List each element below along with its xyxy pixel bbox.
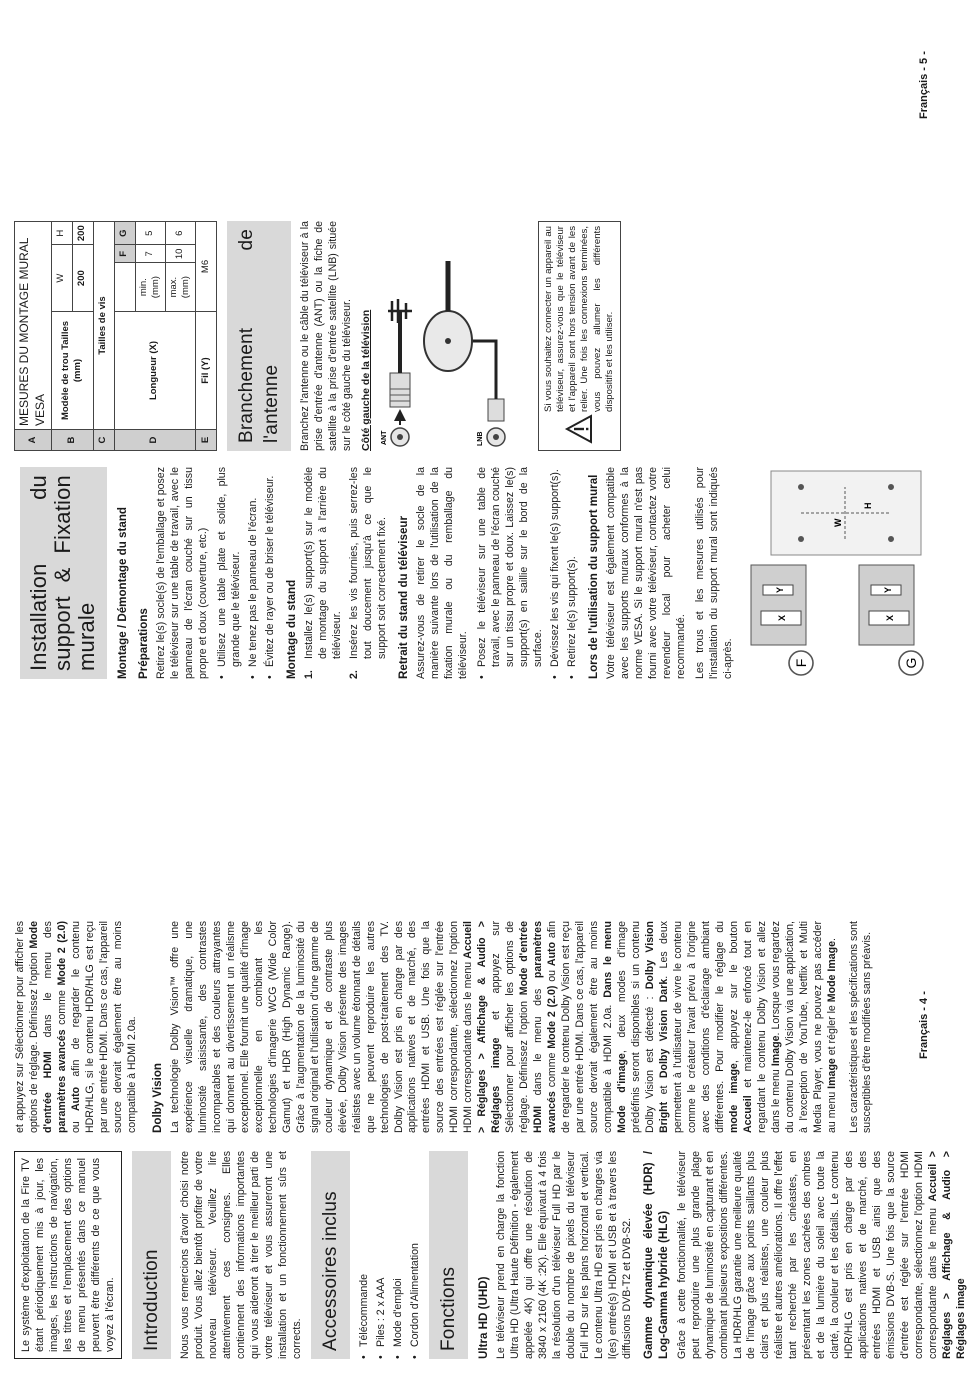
vesa-table [14, 221, 217, 451]
lnb-label: LNB [476, 431, 484, 446]
hole-pattern-h-header: H [51, 222, 72, 245]
uhd-heading: Ultra HD (UHD) [477, 1276, 491, 1359]
dolby-vision-heading: Dolby Vision [150, 1062, 164, 1133]
vesa-table-title: MESURES DU MONTAGE MURAL VESA [15, 222, 52, 430]
hole-pattern-h-value: 200 [72, 222, 93, 245]
length-min-f: 7 [135, 245, 165, 263]
vesa-table-row [195, 222, 216, 451]
lnb-socket-pin [493, 434, 499, 440]
lnb-cable [470, 341, 496, 399]
figure-f-panel [751, 565, 806, 645]
preparations-text: Retirez le(s) socle(s) de l'emballage et posez le téléviseur sur une table de travail, avec le panneau de l'écran couché sur un tissu propre et doux (couverture, etc.) [155, 467, 210, 679]
figure-g-label: G [902, 657, 919, 669]
mount-hole [888, 536, 894, 542]
stand-step: 2. Insérez les vis fournies, puis serrez-les tout doucement jusqu'à ce que le support soit correctement fixé. [348, 467, 389, 679]
stand-mount-heading: Montage du stand [284, 579, 298, 679]
stand-step: 1. Installez le(s) support(s) sur le modèle de montage du support à l'arrière du téléviseur. [303, 467, 344, 679]
column-g-header: G [114, 222, 135, 245]
figure-f-label: F [792, 658, 809, 668]
row-letter: D [114, 430, 195, 451]
lnb-plug-icon [488, 399, 504, 421]
features-heading: Fonctions [429, 1151, 468, 1359]
mount-heading: Montage / Démontage du stand [115, 507, 129, 679]
hdr-menu-path: Accueil > Réglages > Affichage & Audio > Réglages image [927, 1151, 967, 1359]
wall-mount-diagram [741, 467, 941, 679]
thread-value: M6 [195, 222, 216, 312]
page5-column-2 [14, 221, 890, 451]
ant-socket-pin [397, 434, 403, 440]
accessory-item: • Cordon d'Alimentation [409, 1151, 423, 1359]
length-min-label: min. (mm) [135, 263, 165, 312]
screw-size-label: Tailles de vis [93, 222, 114, 430]
hdr-text: Grâce à cette fonctionnalité, le téléviseur peut reproduire une plus grande plage dynamique de luminosité en capturant et en combinant plusieurs expositions différentes. La HDR/HLG garantie une meilleure qualité de l'image grâce aux points saillants plus clairs et plus réalistes, une couleur plus réaliste et autres améliorations. Il offre l'effet tant recherché par les cinéastes, en présentant les zones cachées des ombres et de la lumière du soleil avec toute la clarté, la couleur et les détails. Le contenu HDR/HLG est pris en charge par des applications natives et de marché, des entrées HDMI et USB ainsi que des émissions DVB-S. Une fois que la source d'entrée est réglée sur l'entrée HDMI correspondante, sélectionnez l'option HDMI correspondante dans le menu Accueil > Réglages > Affichage & Audio > Réglages image [675, 1151, 967, 1359]
vesa-table-title-row [15, 222, 52, 451]
os-update-note: Le système d'exploitation de la Fire TV étant périodiquement mis à jour, les images, les instructions de navigation, les titres et l'emplacement des options de menu présentés dans ce manuel peuvent être différents de ce que vous voyez à l'écran. [14, 1151, 122, 1359]
dimension-w-label: W [832, 518, 843, 527]
wall-mount-heading: Lors de l'utilisation du support mural [586, 474, 600, 679]
removal-item: • Posez le téléviseur sur une table de travail, avec le panneau de l'écran couché sur un tissu propre et doux. Laissez le(s) support(s) en saillie sur le bord de la surface. [476, 467, 546, 679]
accessories-heading: Accessoires inclus [311, 1151, 350, 1359]
length-max-f: 10 [165, 245, 195, 263]
antenna-heading: Branchement de l'antenne [227, 221, 291, 451]
installation-heading: Installation du support & Fixation murale [20, 467, 107, 679]
accessories-list [358, 1151, 423, 1359]
thread-label: Fil (Y) [195, 311, 216, 429]
vesa-table-row [93, 222, 114, 451]
warning-icon [543, 412, 617, 446]
page-5 [14, 19, 930, 679]
row-letter: C [93, 430, 114, 451]
mount-hole [798, 536, 804, 542]
stand-removal-text: Assurez-vous de retirer le socle de la manière suivante lors de l'utilisation de la fixation murale ou du remballage du téléviseur. [415, 467, 470, 679]
stand-removal-heading: Retrait du stand du téléviseur [397, 516, 411, 679]
figure-f-y: Y [774, 586, 785, 594]
warning-text: Si vous souhaitez connecter un appareil au téléviseur, assurez-vous que le téléviseur et l'appareil sont hors tension avant de les relier. Une fois les connexions terminées, vous pouvez allumer les différents dispositifs et les utiliser. [542, 226, 615, 412]
mount-hole [888, 484, 894, 490]
stand-steps [303, 467, 390, 679]
preparation-item: • Utilisez une table plate et solide, plus grande que le téléviseur. [216, 467, 244, 679]
figure-f-x: X [776, 614, 787, 622]
page4-column-1 [14, 1151, 967, 1359]
left-side-label: Côté gauche de la télévision [359, 309, 372, 451]
coax-plug-icon [390, 373, 410, 407]
page4-column-2 [14, 921, 890, 1133]
row-letter: E [195, 430, 216, 451]
hdr-heading: Gamme dynamique élevée (HDR) / Log-Gamma hybride (HLG) [642, 1151, 671, 1359]
figure-g-x: X [884, 614, 895, 622]
vesa-table-row [114, 222, 135, 451]
hole-pattern-w-header: W [51, 245, 72, 312]
hole-pattern-w-value: 200 [72, 245, 93, 312]
wall-mount-holes-text: Les trous et les mesures utilisés pour l'installation du support mural sont indiqués ci-après. [694, 467, 735, 679]
figure-f [751, 565, 813, 675]
length-min-g: 5 [135, 222, 165, 245]
figure-g-y: Y [882, 586, 893, 594]
accessory-item: • Mode d'emploi [392, 1151, 406, 1359]
preparations-heading: Préparations [136, 608, 150, 679]
introduction-text: Nous vous remercions d'avoir choisi notre produit. Vous allez bientôt profiter de votre nouveau téléviseur. Veuillez lire attentivement ces consignes. Elles contiennent des informations importantes qui vous aideront à tirer le meilleur parti de votre téléviseur et vous assureront une installation et un fonctionnement sûrs et corrects. [179, 1151, 304, 1359]
accessory-item: • Piles : 2 x AAA [375, 1151, 389, 1359]
length-max-label: max. (mm) [165, 263, 195, 312]
vesa-table-row [51, 222, 72, 451]
introduction-heading: Introduction [132, 1151, 171, 1359]
hdr-text-continued: et appuyez sur Sélectionner pour afficher les options de réglage. Définissez l'option Mode d'entrée HDMI dans le menu des paramètres avancés comme Mode 2 (2.0) ou Auto afin de regarder le contenu HDR/HLG, si le contenu HDR/HLG est reçu par une entrée HDMI. Dans ce cas, l'appareil source devrait également être au moins compatible à HDMI 2.0a. [14, 920, 138, 1133]
antenna-connection-diagram [378, 221, 528, 451]
wall-mount-text: Votre téléviseur est également compatible avec les supports muraux conformes à la norme VESA. Si le support mural n'est pas fourni avec votre téléviseur, contactez votre revendeur local pour acheter celui recommandé. [605, 467, 688, 679]
page-4 [14, 709, 967, 1359]
row-letter: A [15, 430, 52, 451]
length-label: Longueur (X) [114, 311, 195, 429]
preparation-item: • Évitez de rayer ou de briser le téléviseur. [264, 467, 278, 679]
figure-g-panel [859, 565, 914, 645]
accessory-item: • Télécommande [358, 1151, 372, 1359]
page5-column-1 [14, 467, 919, 679]
preparation-item: • Ne tenez pas le panneau de l'écran. [247, 467, 261, 679]
hole-pattern-label: Modèle de trou Tailles (mm) [51, 311, 93, 429]
connection-warning [538, 221, 622, 451]
page5-footer: Français - 5 - [918, 51, 930, 119]
uhd-text: Le téléviseur prend en charge la fonction Ultra HD (Ultra Haute Définition - également appelée 4K) qui offre une résolution de 3840 x 2160 (4K :2K). Elle équivaut à 4 fois la résolution d'un téléviseur Full HD par le double du nombre de pixels du téléviseur Full HD sur les plans horizontal et vertical. Le contenu Ultra HD est pris en charges via l(es) entrée(s) HDMI et USB et à travers les diffusions DVB-T2 et DVB-S2. [495, 1151, 634, 1359]
dimension-h-label: H [862, 502, 873, 509]
empty-cell [114, 263, 135, 312]
ant-label: ANT [380, 430, 388, 445]
dolby-vision-text: La technologie Dolby Vision™ offre une expérience visuelle dramatique, une luminosité saisissante, des contrastes incomparables et des couleurs attrayantes qui donnent au divertissement un réalisme exceptionnel. Elle fournit une qualité d'image exceptionnelle en combinant les technologies d'imagerie WCG (Wide Color Gamut) et HDR (High Dynamic Range). Grâce à l'augmentation de la luminosité du signal original et l'utilisation d'une gamme de couleur dynamique et de contraste plus élevée, Dolby Vision présente des images réalistes avec un volume étonnant de détails que ne peuvent reproduire les autres technologies de post-traitement des TV. Dolby Vision est pris en charge par des applications natives et de marché, des entrées HDMI et USB. Une fois que la source des entrées est réglée sur l'entrée HDMI correspondante, sélectionnez l'option HDMI correspondante dans le menu Accueil > Réglages > Affichage & Audio > Réglages image et appuyez sur Sélectionner pour afficher les options de réglage. Définissez l'option Mode d'entrée HDMI dans le menu des paramètres avancés comme Mode 2 (2.0) ou Auto afin de regarder le contenu Dolby Vision est reçu par une entrée HDMI. Dans ce cas, l'appareil source devrait également être au moins compatible à HDMI 2.0a. Dans le menu Mode d'image, deux modes d'image prédéfinis seront disponibles si un contenu Dolby Vision est détecté : Dolby Vision Bright et Dolby Vision Dark. Les deux permettent à l'utilisateur de vivre le contenu comme le créateur l'avait prévu à l'origine avec des conditions d'éclairage ambiant différentes. Pour modifier le réglage du mode image, appuyez sur le bouton Accueil et maintenez-le enfoncé tout en regardant le contenu Dolby Vision et allez dans le menu Image. Lorsque vous regardez du contenu Dolby Vision via une application, à l'exception de YouTube, Netflix et Multi Media Player, vous ne pouvez pas accéder au menu Image et régler le Mode Image. [169, 920, 838, 1133]
figure-g [859, 565, 923, 675]
column-f-header: F [114, 245, 135, 263]
row-letter: B [51, 430, 93, 451]
specs-note: Les caractéristiques et les spécifications sont susceptibles d'être modifiées sans préavis. [847, 921, 874, 1133]
length-max-g: 6 [165, 222, 195, 245]
mount-hole [798, 484, 804, 490]
preparations-list [216, 467, 278, 679]
removal-item: • Dévissez les vis qui fixent le(s) support(s). [549, 467, 563, 679]
page4-footer: Français - 4 - [918, 991, 930, 1059]
tv-back-hole-pattern [771, 471, 921, 555]
stand-removal-list [476, 467, 580, 679]
removal-item: • Retirez le(s) support(s). [566, 467, 580, 679]
antenna-text: Branchez l'antenne ou le câble du téléviseur à la prise d'entrée d'antenne (ANT) ou la fiche de satellite à la prise d'entrée satellite (LNB) située sur le côté gauche du téléviseur. [298, 221, 353, 451]
dish-center [445, 338, 451, 344]
